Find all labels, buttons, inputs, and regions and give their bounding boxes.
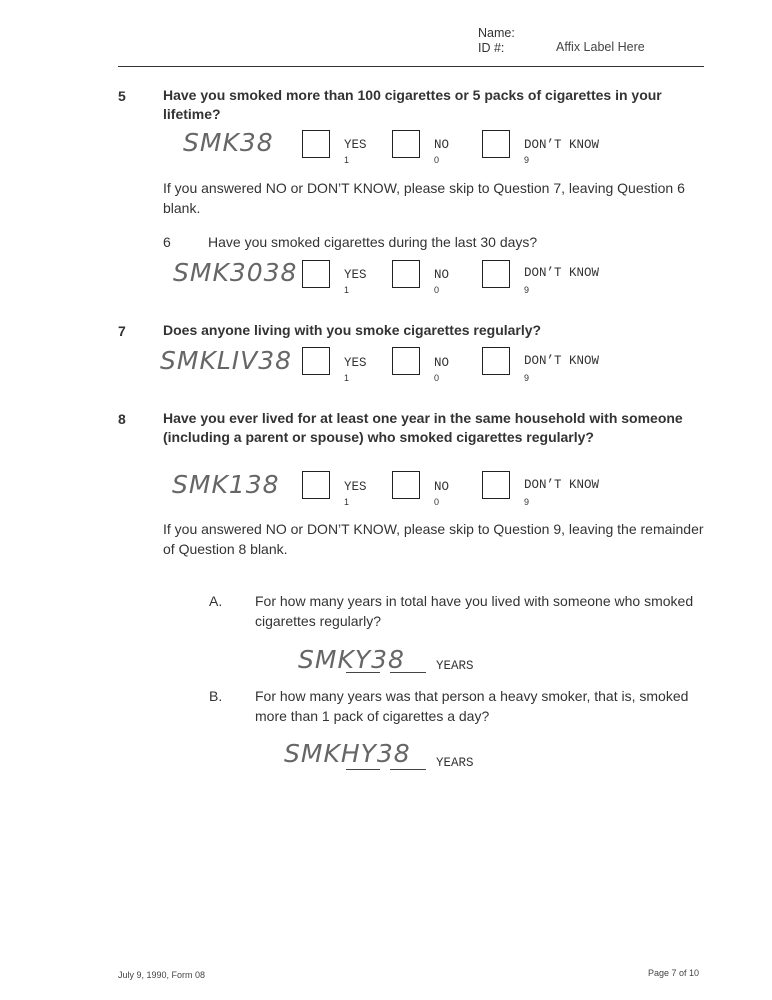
q5-dont-know-code: 9: [524, 155, 530, 165]
q5-no-code: 0: [434, 155, 440, 165]
q8b-years-label: YEARS: [436, 756, 474, 770]
q8-handwritten-var: SMK138: [172, 470, 280, 499]
q6-dont-know-checkbox[interactable]: [482, 260, 510, 288]
q6-no-label: NO: [434, 268, 450, 282]
q7-yes-label: YES: [344, 356, 367, 370]
q6-yes-checkbox[interactable]: [302, 260, 330, 288]
header-divider: [118, 66, 704, 67]
q8a-years-tens-field[interactable]: [346, 672, 380, 673]
q7-no-checkbox[interactable]: [392, 347, 420, 375]
q8a-years-label: YEARS: [436, 659, 474, 673]
q6-handwritten-var: SMK3038: [173, 258, 298, 287]
q5-handwritten-var: SMK38: [183, 128, 274, 157]
q8-no-code: 0: [434, 497, 440, 507]
q8-yes-code: 1: [344, 497, 350, 507]
q5-no-checkbox[interactable]: [392, 130, 420, 158]
name-label: Name:: [478, 26, 515, 40]
footer-date-form: July 9, 1990, Form 08: [118, 970, 206, 980]
q8-dont-know-checkbox[interactable]: [482, 471, 510, 499]
q7-dont-know-checkbox[interactable]: [482, 347, 510, 375]
q5-no-label: NO: [434, 138, 450, 152]
q8b-years-tens-field[interactable]: [346, 769, 380, 770]
q8-no-label: NO: [434, 480, 450, 494]
q5-dont-know-label: DON’T KNOW: [524, 138, 600, 152]
q7-dont-know-label: DON’T KNOW: [524, 354, 600, 368]
q7-no-code: 0: [434, 373, 440, 383]
q8a-handwritten-var: SMKY38: [298, 645, 405, 674]
q6-number: 6: [163, 234, 171, 250]
q8-skip-instruction: If you answered NO or DON’T KNOW, please skip to Question 9, leaving the remainder of Question 8 blank.: [163, 521, 704, 557]
q5-yes-label: YES: [344, 138, 367, 152]
q6-no-code: 0: [434, 285, 440, 295]
q5-yes-code: 1: [344, 155, 350, 165]
q6-yes-label: YES: [344, 268, 367, 282]
q8-yes-checkbox[interactable]: [302, 471, 330, 499]
q8b-years-ones-field[interactable]: [390, 769, 426, 770]
q7-number: 7: [118, 323, 126, 339]
q7-no-label: NO: [434, 356, 450, 370]
q8-yes-label: YES: [344, 480, 367, 494]
q8-dont-know-label: DON’T KNOW: [524, 478, 600, 492]
q8-number: 8: [118, 411, 126, 427]
footer-page-number: Page 7 of 10: [648, 968, 700, 978]
q5-yes-checkbox[interactable]: [302, 130, 330, 158]
q8b-handwritten-var: SMKHY38: [284, 739, 411, 768]
q8a-years-ones-field[interactable]: [390, 672, 426, 673]
q7-dont-know-code: 9: [524, 373, 530, 383]
q7-yes-checkbox[interactable]: [302, 347, 330, 375]
q7-handwritten-var: SMKLIV38: [160, 346, 293, 375]
q8-dont-know-code: 9: [524, 497, 530, 507]
q5-skip-instruction: If you answered NO or DON’T KNOW, please skip to Question 7, leaving Question 6 blank.: [163, 180, 685, 216]
q8a-letter: A.: [209, 593, 223, 609]
q6-no-checkbox[interactable]: [392, 260, 420, 288]
q6-dont-know-label: DON’T KNOW: [524, 266, 600, 280]
q7-text: Does anyone living with you smoke cigarettes regularly?: [163, 322, 542, 338]
q6-dont-know-code: 9: [524, 285, 530, 295]
q7-yes-code: 1: [344, 373, 350, 383]
q5-number: 5: [118, 88, 126, 104]
q8-text: Have you ever lived for at least one year in the same household with someone (including a parent or spouse) who smoked cigarettes regularly?: [163, 410, 683, 445]
q8b-text: For how many years was that person a heavy smoker, that is, smoked more than 1 pack of cigarettes a day?: [255, 688, 689, 724]
q8b-letter: B.: [209, 688, 223, 704]
q5-dont-know-checkbox[interactable]: [482, 130, 510, 158]
q8a-text: For how many years in total have you lived with someone who smoked cigarettes regularly?: [255, 593, 694, 629]
q5-text: Have you smoked more than 100 cigarettes or 5 packs of cigarettes in your lifetime?: [163, 87, 662, 122]
q8-no-checkbox[interactable]: [392, 471, 420, 499]
q6-yes-code: 1: [344, 285, 350, 295]
id-label: ID #:: [478, 41, 505, 55]
q6-text: Have you smoked cigarettes during the last 30 days?: [208, 234, 538, 250]
affix-label-text: Affix Label Here: [556, 40, 645, 54]
